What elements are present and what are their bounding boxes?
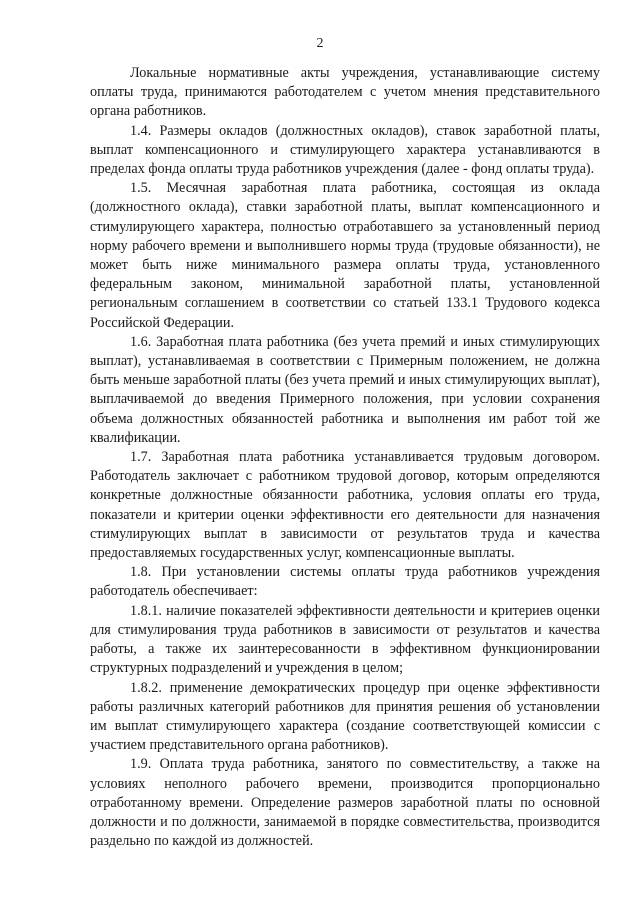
paragraph-1-8-2: 1.8.2. применение демократических процедур при оценке эффективности работы различных категорий работников для принятия решения об установлении им выплат стимулирующего характера (создание соответствующей комиссии с участием представительного органа работников).	[90, 679, 600, 754]
paragraph-1-7: 1.7. Заработная плата работника устанавливается трудовым договором. Работодатель заключает с работником трудовой договор, которым определяются конкретные должностные обязанности работника, условия оплаты его труда, показатели и критерии оценки эффективности его деятельности для назначения стимулирующих выплат в зависимости от результатов труда и качества предоставляемых государственных услуг, компенсационные выплаты.	[90, 449, 600, 562]
document-body	[90, 64, 600, 851]
paragraph-1-6: 1.6. Заработная плата работника (без учета премий и иных стимулирующих выплат), устанавливаемая в соответствии с Примерным положением, не должна быть меньше заработной платы (без учета премий и иных стимулирующих выплат), выплачиваемой до введения Примерного положения, при условии сохранения объема должностных обязанностей работника и выполнения им работ той же квалификации.	[90, 333, 600, 446]
paragraph-1-9: 1.9. Оплата труда работника, занятого по совместительству, а также на условиях неполного рабочего времени, производится пропорционально отработанному времени. Определение размеров заработной платы по основной должности и по должности, занимаемой в порядке совместительства, производится раздельно по каждой из должностей.	[90, 756, 600, 850]
paragraph-1-8-1: 1.8.1. наличие показателей эффективности деятельности и критериев оценки для стимулирования труда работников в зависимости от результатов и качества работы, а также их заинтересованности в эффективном функционировании структурных подразделений и учреждения в целом;	[90, 602, 600, 677]
paragraph-1-8: 1.8. При установлении системы оплаты труда работников учреждения работодатель обеспечивает:	[90, 564, 600, 600]
paragraph-local-acts: Локальные нормативные акты учреждения, устанавливающие систему оплаты труда, принимаются работодателем с учетом мнения представительного органа работников.	[90, 65, 600, 120]
paragraph-1-4: 1.4. Размеры окладов (должностных окладов), ставок заработной платы, выплат компенсационного и стимулирующего характера устанавливаются в пределах фонда оплаты труда работников учреждения (далее - фонд оплаты труда).	[90, 122, 600, 178]
paragraph-1-5: 1.5. Месячная заработная плата работника, состоящая из оклада (должностного оклада), ставки заработной платы, выплат компенсационного и стимулирующего характера, полностью отработавшего за установленный период норму рабочего времени и выполнившего нормы труда (трудовые обязанности), не может быть ниже минимального размера оплаты труда, установленного федеральным законом, минимальной заработной платы, установленной региональным соглашением в соответствии со статьей 133.1 Трудового кодекса Российской Федерации.	[90, 180, 600, 331]
page-number: 2	[316, 36, 324, 51]
